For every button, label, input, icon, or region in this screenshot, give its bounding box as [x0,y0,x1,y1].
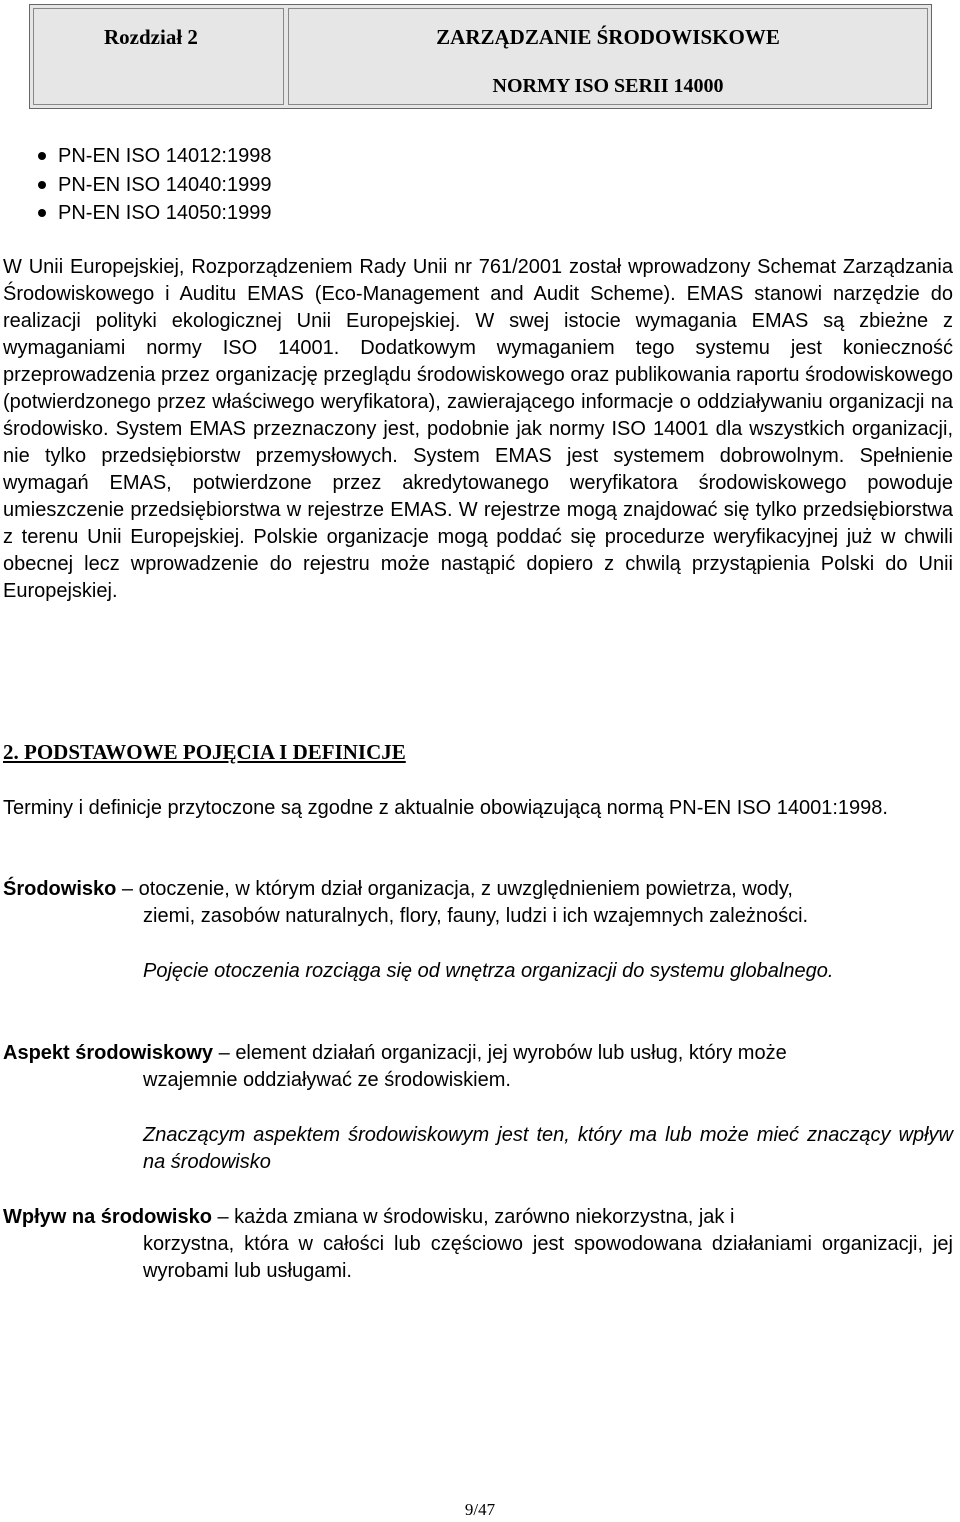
definition-dash: – [211,1206,235,1228]
definition-text: otoczenie, w którym dział organizacja, z uwzględnieniem powietrza, wody, [138,878,793,900]
section-intro: Terminy i definicje przytoczone są zgodne z aktualnie obowiązującą normą PN-EN ISO 14001:1998. [3,797,888,819]
bullet-icon [38,152,46,160]
chapter-title: ZARZĄDZANIE ŚRODOWISKOWE [436,25,780,49]
list-item [38,199,271,228]
definition-dash: – [213,1042,236,1064]
definition-text: element działań organizacji, jej wyrobów lub usług, który może [235,1042,787,1064]
list-item-text: PN-EN ISO 14012:1998 [58,145,272,167]
bullet-icon [38,181,46,189]
chapter-subtitle: NORMY ISO SERII 14000 [492,75,724,97]
definition-environmental-impact [3,1204,953,1285]
chapter-box [33,8,284,105]
list-item [38,171,271,200]
definition-term: Środowisko [3,878,117,900]
definition-environment [3,876,953,930]
list-item [38,142,271,171]
intro-paragraph: W Unii Europejskiej, Rozporządzeniem Rady Unii nr 761/2001 został wprowadzony Schemat Zarządzania Środowiskowego i Auditu EMAS (Eco-Management and Audit Scheme). EMAS stanowi narzędzie do realizacji polityki ekologicznej Unii Europejskiej. W swej istocie wymagania EMAS są zbieżne z wymaganiami normy ISO 14001. Dodatkowym wymaganiem tego systemu jest konieczność przeprowadzenia przez organizację przeglądu środowiskowego oraz publikowania raportu środowiskowego (potwierdzonego przez właściwego weryfikatora), zawierającego informacje o oddziaływaniu organizacji na środowisko. System EMAS przeznaczony jest, podobnie jak normy ISO 14001 dla wszystkich organizacji, nie tylko przedsiębiorstw przemysłowych. System EMAS jest systemem dobrowolnym. Spełnienie wymagań EMAS, potwierdzone przez akredytowanego weryfikatora środowiskowego powoduje umieszczenie przedsiębiorstwa w rejestrze EMAS. W rejestrze mogą znajdować się tylko przedsiębiorstwa z terenu Unii Europejskiej. Polskie organizacje mogą poddać się procedurze weryfikacyjnej już w chwili obecnej lecz wprowadzenie do rejestru może nastąpić dopiero z chwilą przystąpienia Polski do Unii Europejskiej. [3,256,953,602]
definition-environmental-aspect [3,1040,953,1094]
chapter-label: Rozdział 2 [104,25,198,49]
list-item-text: PN-EN ISO 14050:1999 [58,202,272,224]
section-heading: 2. PODSTAWOWE POJĘCIA I DEFINICJE [3,740,406,764]
definition-text-cont: korzystna, która w całości lub częściowo jest spowodowana działaniami organizacji, jej wyrobami lub usługami. [143,1233,953,1282]
definition-text-cont: ziemi, zasobów naturalnych, flory, fauny, ludzi i ich wzajemnych zależności. [143,905,809,927]
title-box [288,8,928,105]
definition-term: Aspekt środowiskowy [3,1042,214,1064]
definition-note: Znaczącym aspektem środowiskowym jest ten, który ma lub może mieć znaczący wpływ na środowisko [143,1124,953,1173]
standards-list [38,142,271,228]
definition-term: Wpływ na środowisko [3,1206,212,1228]
chapter-header [29,4,932,109]
definition-dash: – [116,878,139,900]
definition-text: każda zmiana w środowisku, zarówno niekorzystna, jak i [234,1206,735,1228]
list-item-text: PN-EN ISO 14040:1999 [58,173,272,196]
page-number: 9/47 [464,1500,496,1519]
definition-note: Pojęcie otoczenia rozciąga się od wnętrza organizacji do systemu globalnego. [143,960,834,982]
bullet-icon [38,209,46,217]
definition-text-cont: wzajemnie oddziaływać ze środowiskiem. [143,1069,511,1091]
